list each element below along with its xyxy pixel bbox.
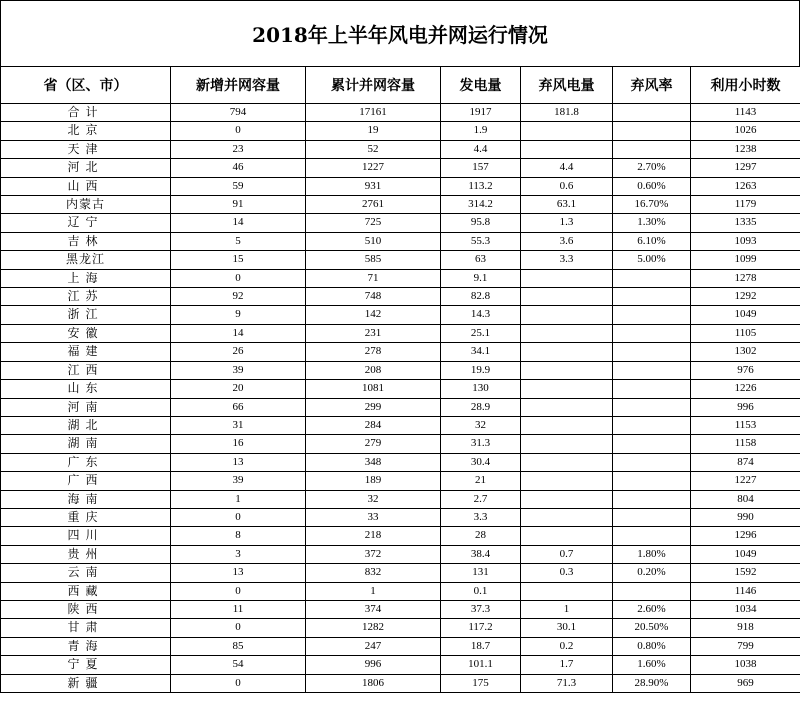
cell-curtailed-energy: 0.6 xyxy=(521,177,613,195)
cell-generation: 31.3 xyxy=(441,435,521,453)
cell-cumulative-capacity: 218 xyxy=(306,527,441,545)
cell-region: 北京 xyxy=(1,122,171,140)
cell-region: 江西 xyxy=(1,361,171,379)
cell-region: 合计 xyxy=(1,104,171,122)
cell-region: 西藏 xyxy=(1,582,171,600)
cell-curtailed-energy: 30.1 xyxy=(521,619,613,637)
cell-utilization-hours: 1238 xyxy=(691,140,800,158)
cell-curtailment-rate: 28.90% xyxy=(613,674,691,692)
cell-utilization-hours: 1302 xyxy=(691,343,800,361)
cell-curtailment-rate: 2.70% xyxy=(613,159,691,177)
table-row xyxy=(1,269,800,287)
table-row xyxy=(1,140,800,158)
cell-new-capacity: 3 xyxy=(171,545,306,563)
cell-curtailed-energy: 3.3 xyxy=(521,251,613,269)
cell-new-capacity: 14 xyxy=(171,324,306,342)
cell-cumulative-capacity: 284 xyxy=(306,416,441,434)
cell-new-capacity: 794 xyxy=(171,104,306,122)
cell-generation: 21 xyxy=(441,472,521,490)
cell-generation: 19.9 xyxy=(441,361,521,379)
table-row xyxy=(1,232,800,250)
cell-curtailment-rate xyxy=(613,343,691,361)
cell-curtailed-energy: 1 xyxy=(521,600,613,618)
table-body xyxy=(1,104,800,693)
cell-new-capacity: 1 xyxy=(171,490,306,508)
cell-curtailment-rate xyxy=(613,416,691,434)
column-header-new-capacity: 新增并网容量 xyxy=(171,67,306,104)
cell-region: 上海 xyxy=(1,269,171,287)
cell-curtailment-rate xyxy=(613,324,691,342)
cell-cumulative-capacity: 2761 xyxy=(306,196,441,214)
cell-utilization-hours: 804 xyxy=(691,490,800,508)
cell-curtailment-rate: 1.60% xyxy=(613,656,691,674)
cell-cumulative-capacity: 725 xyxy=(306,214,441,232)
cell-cumulative-capacity: 189 xyxy=(306,472,441,490)
cell-generation: 117.2 xyxy=(441,619,521,637)
cell-curtailed-energy: 0.2 xyxy=(521,637,613,655)
cell-cumulative-capacity: 996 xyxy=(306,656,441,674)
cell-cumulative-capacity: 17161 xyxy=(306,104,441,122)
cell-curtailed-energy xyxy=(521,380,613,398)
cell-new-capacity: 8 xyxy=(171,527,306,545)
cell-curtailment-rate xyxy=(613,140,691,158)
cell-generation: 82.8 xyxy=(441,288,521,306)
cell-generation: 38.4 xyxy=(441,545,521,563)
cell-utilization-hours: 1105 xyxy=(691,324,800,342)
cell-utilization-hours: 1292 xyxy=(691,288,800,306)
cell-generation: 25.1 xyxy=(441,324,521,342)
cell-region: 山西 xyxy=(1,177,171,195)
cell-curtailed-energy xyxy=(521,140,613,158)
cell-curtailed-energy: 4.4 xyxy=(521,159,613,177)
cell-curtailment-rate xyxy=(613,380,691,398)
cell-new-capacity: 54 xyxy=(171,656,306,674)
cell-region: 重庆 xyxy=(1,508,171,526)
cell-curtailed-energy: 71.3 xyxy=(521,674,613,692)
cell-curtailed-energy: 0.3 xyxy=(521,564,613,582)
cell-generation: 157 xyxy=(441,159,521,177)
cell-new-capacity: 39 xyxy=(171,472,306,490)
page-title: 2018年上半年风电并网运行情况 xyxy=(252,23,548,47)
cell-utilization-hours: 1263 xyxy=(691,177,800,195)
cell-generation: 18.7 xyxy=(441,637,521,655)
cell-generation: 175 xyxy=(441,674,521,692)
table-row xyxy=(1,380,800,398)
cell-cumulative-capacity: 832 xyxy=(306,564,441,582)
table-row xyxy=(1,324,800,342)
cell-region: 河北 xyxy=(1,159,171,177)
cell-cumulative-capacity: 278 xyxy=(306,343,441,361)
cell-curtailment-rate xyxy=(613,288,691,306)
cell-new-capacity: 85 xyxy=(171,637,306,655)
cell-region: 广东 xyxy=(1,453,171,471)
cell-utilization-hours: 1179 xyxy=(691,196,800,214)
cell-cumulative-capacity: 1 xyxy=(306,582,441,600)
cell-curtailment-rate xyxy=(613,398,691,416)
cell-generation: 113.2 xyxy=(441,177,521,195)
table-row xyxy=(1,177,800,195)
cell-cumulative-capacity: 372 xyxy=(306,545,441,563)
cell-utilization-hours: 1592 xyxy=(691,564,800,582)
cell-new-capacity: 31 xyxy=(171,416,306,434)
cell-generation: 1.9 xyxy=(441,122,521,140)
cell-cumulative-capacity: 585 xyxy=(306,251,441,269)
cell-utilization-hours: 1143 xyxy=(691,104,800,122)
cell-generation: 130 xyxy=(441,380,521,398)
cell-generation: 63 xyxy=(441,251,521,269)
cell-curtailed-energy xyxy=(521,343,613,361)
cell-curtailed-energy xyxy=(521,361,613,379)
cell-cumulative-capacity: 247 xyxy=(306,637,441,655)
cell-generation: 55.3 xyxy=(441,232,521,250)
cell-utilization-hours: 969 xyxy=(691,674,800,692)
cell-curtailment-rate xyxy=(613,508,691,526)
cell-new-capacity: 26 xyxy=(171,343,306,361)
cell-cumulative-capacity: 279 xyxy=(306,435,441,453)
column-header-generation: 发电量 xyxy=(441,67,521,104)
cell-curtailed-energy xyxy=(521,508,613,526)
table-row xyxy=(1,361,800,379)
cell-curtailed-energy: 181.8 xyxy=(521,104,613,122)
cell-curtailed-energy: 63.1 xyxy=(521,196,613,214)
table-row xyxy=(1,398,800,416)
table-row xyxy=(1,656,800,674)
cell-region: 福建 xyxy=(1,343,171,361)
cell-utilization-hours: 1278 xyxy=(691,269,800,287)
cell-utilization-hours: 990 xyxy=(691,508,800,526)
cell-new-capacity: 46 xyxy=(171,159,306,177)
cell-curtailed-energy xyxy=(521,582,613,600)
table-header xyxy=(1,67,800,104)
cell-region: 山东 xyxy=(1,380,171,398)
cell-region: 甘肃 xyxy=(1,619,171,637)
cell-utilization-hours: 1146 xyxy=(691,582,800,600)
cell-curtailment-rate: 1.80% xyxy=(613,545,691,563)
cell-cumulative-capacity: 71 xyxy=(306,269,441,287)
cell-curtailment-rate: 6.10% xyxy=(613,232,691,250)
column-header-curtailment-rate: 弃风率 xyxy=(613,67,691,104)
cell-utilization-hours: 1296 xyxy=(691,527,800,545)
cell-new-capacity: 92 xyxy=(171,288,306,306)
cell-cumulative-capacity: 1806 xyxy=(306,674,441,692)
cell-new-capacity: 0 xyxy=(171,269,306,287)
cell-region: 海南 xyxy=(1,490,171,508)
column-header-utilization-hours: 利用小时数 xyxy=(691,67,800,104)
cell-utilization-hours: 1049 xyxy=(691,545,800,563)
cell-utilization-hours: 1297 xyxy=(691,159,800,177)
column-header-curtailed-energy: 弃风电量 xyxy=(521,67,613,104)
cell-generation: 0.1 xyxy=(441,582,521,600)
cell-curtailment-rate xyxy=(613,490,691,508)
cell-generation: 14.3 xyxy=(441,306,521,324)
cell-curtailed-energy xyxy=(521,398,613,416)
cell-new-capacity: 91 xyxy=(171,196,306,214)
cell-new-capacity: 0 xyxy=(171,122,306,140)
cell-utilization-hours: 874 xyxy=(691,453,800,471)
cell-curtailment-rate: 0.80% xyxy=(613,637,691,655)
cell-curtailed-energy xyxy=(521,306,613,324)
cell-cumulative-capacity: 33 xyxy=(306,508,441,526)
cell-region: 四川 xyxy=(1,527,171,545)
cell-generation: 2.7 xyxy=(441,490,521,508)
cell-utilization-hours: 976 xyxy=(691,361,800,379)
cell-generation: 28 xyxy=(441,527,521,545)
cell-curtailment-rate xyxy=(613,269,691,287)
cell-region: 湖北 xyxy=(1,416,171,434)
table-row xyxy=(1,527,800,545)
column-header-cumulative-capacity: 累计并网容量 xyxy=(306,67,441,104)
cell-utilization-hours: 1049 xyxy=(691,306,800,324)
table-row xyxy=(1,674,800,692)
cell-region: 广西 xyxy=(1,472,171,490)
cell-new-capacity: 11 xyxy=(171,600,306,618)
cell-generation: 131 xyxy=(441,564,521,582)
table-row xyxy=(1,564,800,582)
cell-curtailment-rate xyxy=(613,527,691,545)
cell-new-capacity: 13 xyxy=(171,453,306,471)
cell-generation: 28.9 xyxy=(441,398,521,416)
table-row xyxy=(1,508,800,526)
table-row xyxy=(1,214,800,232)
cell-generation: 9.1 xyxy=(441,269,521,287)
cell-utilization-hours: 1034 xyxy=(691,600,800,618)
cell-region: 青海 xyxy=(1,637,171,655)
cell-curtailed-energy xyxy=(521,435,613,453)
cell-curtailment-rate xyxy=(613,306,691,324)
cell-region: 黑龙江 xyxy=(1,251,171,269)
cell-curtailment-rate: 5.00% xyxy=(613,251,691,269)
cell-new-capacity: 39 xyxy=(171,361,306,379)
cell-cumulative-capacity: 348 xyxy=(306,453,441,471)
table-row xyxy=(1,251,800,269)
cell-curtailment-rate: 2.60% xyxy=(613,600,691,618)
table-row xyxy=(1,453,800,471)
cell-curtailed-energy: 1.3 xyxy=(521,214,613,232)
table-row xyxy=(1,122,800,140)
cell-cumulative-capacity: 1227 xyxy=(306,159,441,177)
cell-cumulative-capacity: 510 xyxy=(306,232,441,250)
cell-curtailed-energy xyxy=(521,453,613,471)
cell-utilization-hours: 1153 xyxy=(691,416,800,434)
cell-curtailment-rate xyxy=(613,435,691,453)
table-row xyxy=(1,343,800,361)
cell-utilization-hours: 996 xyxy=(691,398,800,416)
cell-cumulative-capacity: 52 xyxy=(306,140,441,158)
cell-new-capacity: 16 xyxy=(171,435,306,453)
cell-new-capacity: 0 xyxy=(171,674,306,692)
header-row xyxy=(1,67,800,104)
cell-curtailment-rate: 0.60% xyxy=(613,177,691,195)
cell-new-capacity: 14 xyxy=(171,214,306,232)
table-row xyxy=(1,619,800,637)
cell-curtailed-energy xyxy=(521,269,613,287)
cell-new-capacity: 0 xyxy=(171,582,306,600)
cell-generation: 34.1 xyxy=(441,343,521,361)
cell-generation: 314.2 xyxy=(441,196,521,214)
cell-region: 江苏 xyxy=(1,288,171,306)
cell-new-capacity: 5 xyxy=(171,232,306,250)
cell-new-capacity: 13 xyxy=(171,564,306,582)
cell-cumulative-capacity: 19 xyxy=(306,122,441,140)
cell-cumulative-capacity: 142 xyxy=(306,306,441,324)
cell-generation: 4.4 xyxy=(441,140,521,158)
table-row xyxy=(1,288,800,306)
cell-region: 内蒙古 xyxy=(1,196,171,214)
cell-curtailed-energy xyxy=(521,416,613,434)
cell-region: 宁夏 xyxy=(1,656,171,674)
cell-utilization-hours: 1335 xyxy=(691,214,800,232)
cell-generation: 1917 xyxy=(441,104,521,122)
cell-utilization-hours: 1226 xyxy=(691,380,800,398)
cell-generation: 95.8 xyxy=(441,214,521,232)
cell-region: 新疆 xyxy=(1,674,171,692)
cell-curtailed-energy xyxy=(521,527,613,545)
cell-curtailment-rate xyxy=(613,582,691,600)
cell-utilization-hours: 1093 xyxy=(691,232,800,250)
cell-region: 云南 xyxy=(1,564,171,582)
cell-region: 安徽 xyxy=(1,324,171,342)
cell-cumulative-capacity: 931 xyxy=(306,177,441,195)
cell-region: 贵州 xyxy=(1,545,171,563)
cell-cumulative-capacity: 374 xyxy=(306,600,441,618)
column-header-region: 省（区、市） xyxy=(1,67,171,104)
table-row xyxy=(1,582,800,600)
cell-utilization-hours: 918 xyxy=(691,619,800,637)
cell-cumulative-capacity: 231 xyxy=(306,324,441,342)
cell-region: 辽宁 xyxy=(1,214,171,232)
table-row xyxy=(1,490,800,508)
cell-utilization-hours: 1227 xyxy=(691,472,800,490)
cell-generation: 37.3 xyxy=(441,600,521,618)
cell-region: 浙江 xyxy=(1,306,171,324)
cell-new-capacity: 9 xyxy=(171,306,306,324)
table-row xyxy=(1,637,800,655)
cell-curtailed-energy xyxy=(521,288,613,306)
cell-curtailment-rate: 16.70% xyxy=(613,196,691,214)
cell-curtailment-rate xyxy=(613,104,691,122)
table-row xyxy=(1,159,800,177)
cell-new-capacity: 59 xyxy=(171,177,306,195)
cell-generation: 101.1 xyxy=(441,656,521,674)
cell-cumulative-capacity: 208 xyxy=(306,361,441,379)
cell-curtailment-rate: 1.30% xyxy=(613,214,691,232)
cell-curtailed-energy: 0.7 xyxy=(521,545,613,563)
cell-generation: 32 xyxy=(441,416,521,434)
cell-utilization-hours: 799 xyxy=(691,637,800,655)
cell-utilization-hours: 1038 xyxy=(691,656,800,674)
cell-region: 陕西 xyxy=(1,600,171,618)
cell-region: 河南 xyxy=(1,398,171,416)
title-bar xyxy=(0,0,800,66)
cell-new-capacity: 0 xyxy=(171,508,306,526)
cell-new-capacity: 20 xyxy=(171,380,306,398)
cell-cumulative-capacity: 1282 xyxy=(306,619,441,637)
cell-utilization-hours: 1026 xyxy=(691,122,800,140)
cell-new-capacity: 0 xyxy=(171,619,306,637)
cell-cumulative-capacity: 1081 xyxy=(306,380,441,398)
table-row xyxy=(1,104,800,122)
cell-generation: 3.3 xyxy=(441,508,521,526)
cell-region: 吉林 xyxy=(1,232,171,250)
cell-curtailed-energy xyxy=(521,324,613,342)
table-row xyxy=(1,545,800,563)
table-row xyxy=(1,435,800,453)
cell-curtailment-rate xyxy=(613,472,691,490)
cell-new-capacity: 66 xyxy=(171,398,306,416)
cell-cumulative-capacity: 32 xyxy=(306,490,441,508)
cell-curtailed-energy: 3.6 xyxy=(521,232,613,250)
cell-new-capacity: 23 xyxy=(171,140,306,158)
cell-utilization-hours: 1099 xyxy=(691,251,800,269)
cell-utilization-hours: 1158 xyxy=(691,435,800,453)
table-row xyxy=(1,600,800,618)
table-row xyxy=(1,416,800,434)
cell-curtailment-rate xyxy=(613,122,691,140)
cell-curtailment-rate xyxy=(613,361,691,379)
table-row xyxy=(1,472,800,490)
cell-generation: 30.4 xyxy=(441,453,521,471)
cell-curtailment-rate: 20.50% xyxy=(613,619,691,637)
cell-cumulative-capacity: 748 xyxy=(306,288,441,306)
table-row xyxy=(1,306,800,324)
cell-curtailed-energy xyxy=(521,122,613,140)
cell-curtailment-rate: 0.20% xyxy=(613,564,691,582)
cell-region: 天津 xyxy=(1,140,171,158)
cell-curtailment-rate xyxy=(613,453,691,471)
cell-curtailed-energy xyxy=(521,472,613,490)
cell-curtailed-energy: 1.7 xyxy=(521,656,613,674)
cell-new-capacity: 15 xyxy=(171,251,306,269)
wind-power-table xyxy=(0,66,800,693)
cell-cumulative-capacity: 299 xyxy=(306,398,441,416)
cell-curtailed-energy xyxy=(521,490,613,508)
cell-region: 湖南 xyxy=(1,435,171,453)
table-row xyxy=(1,196,800,214)
